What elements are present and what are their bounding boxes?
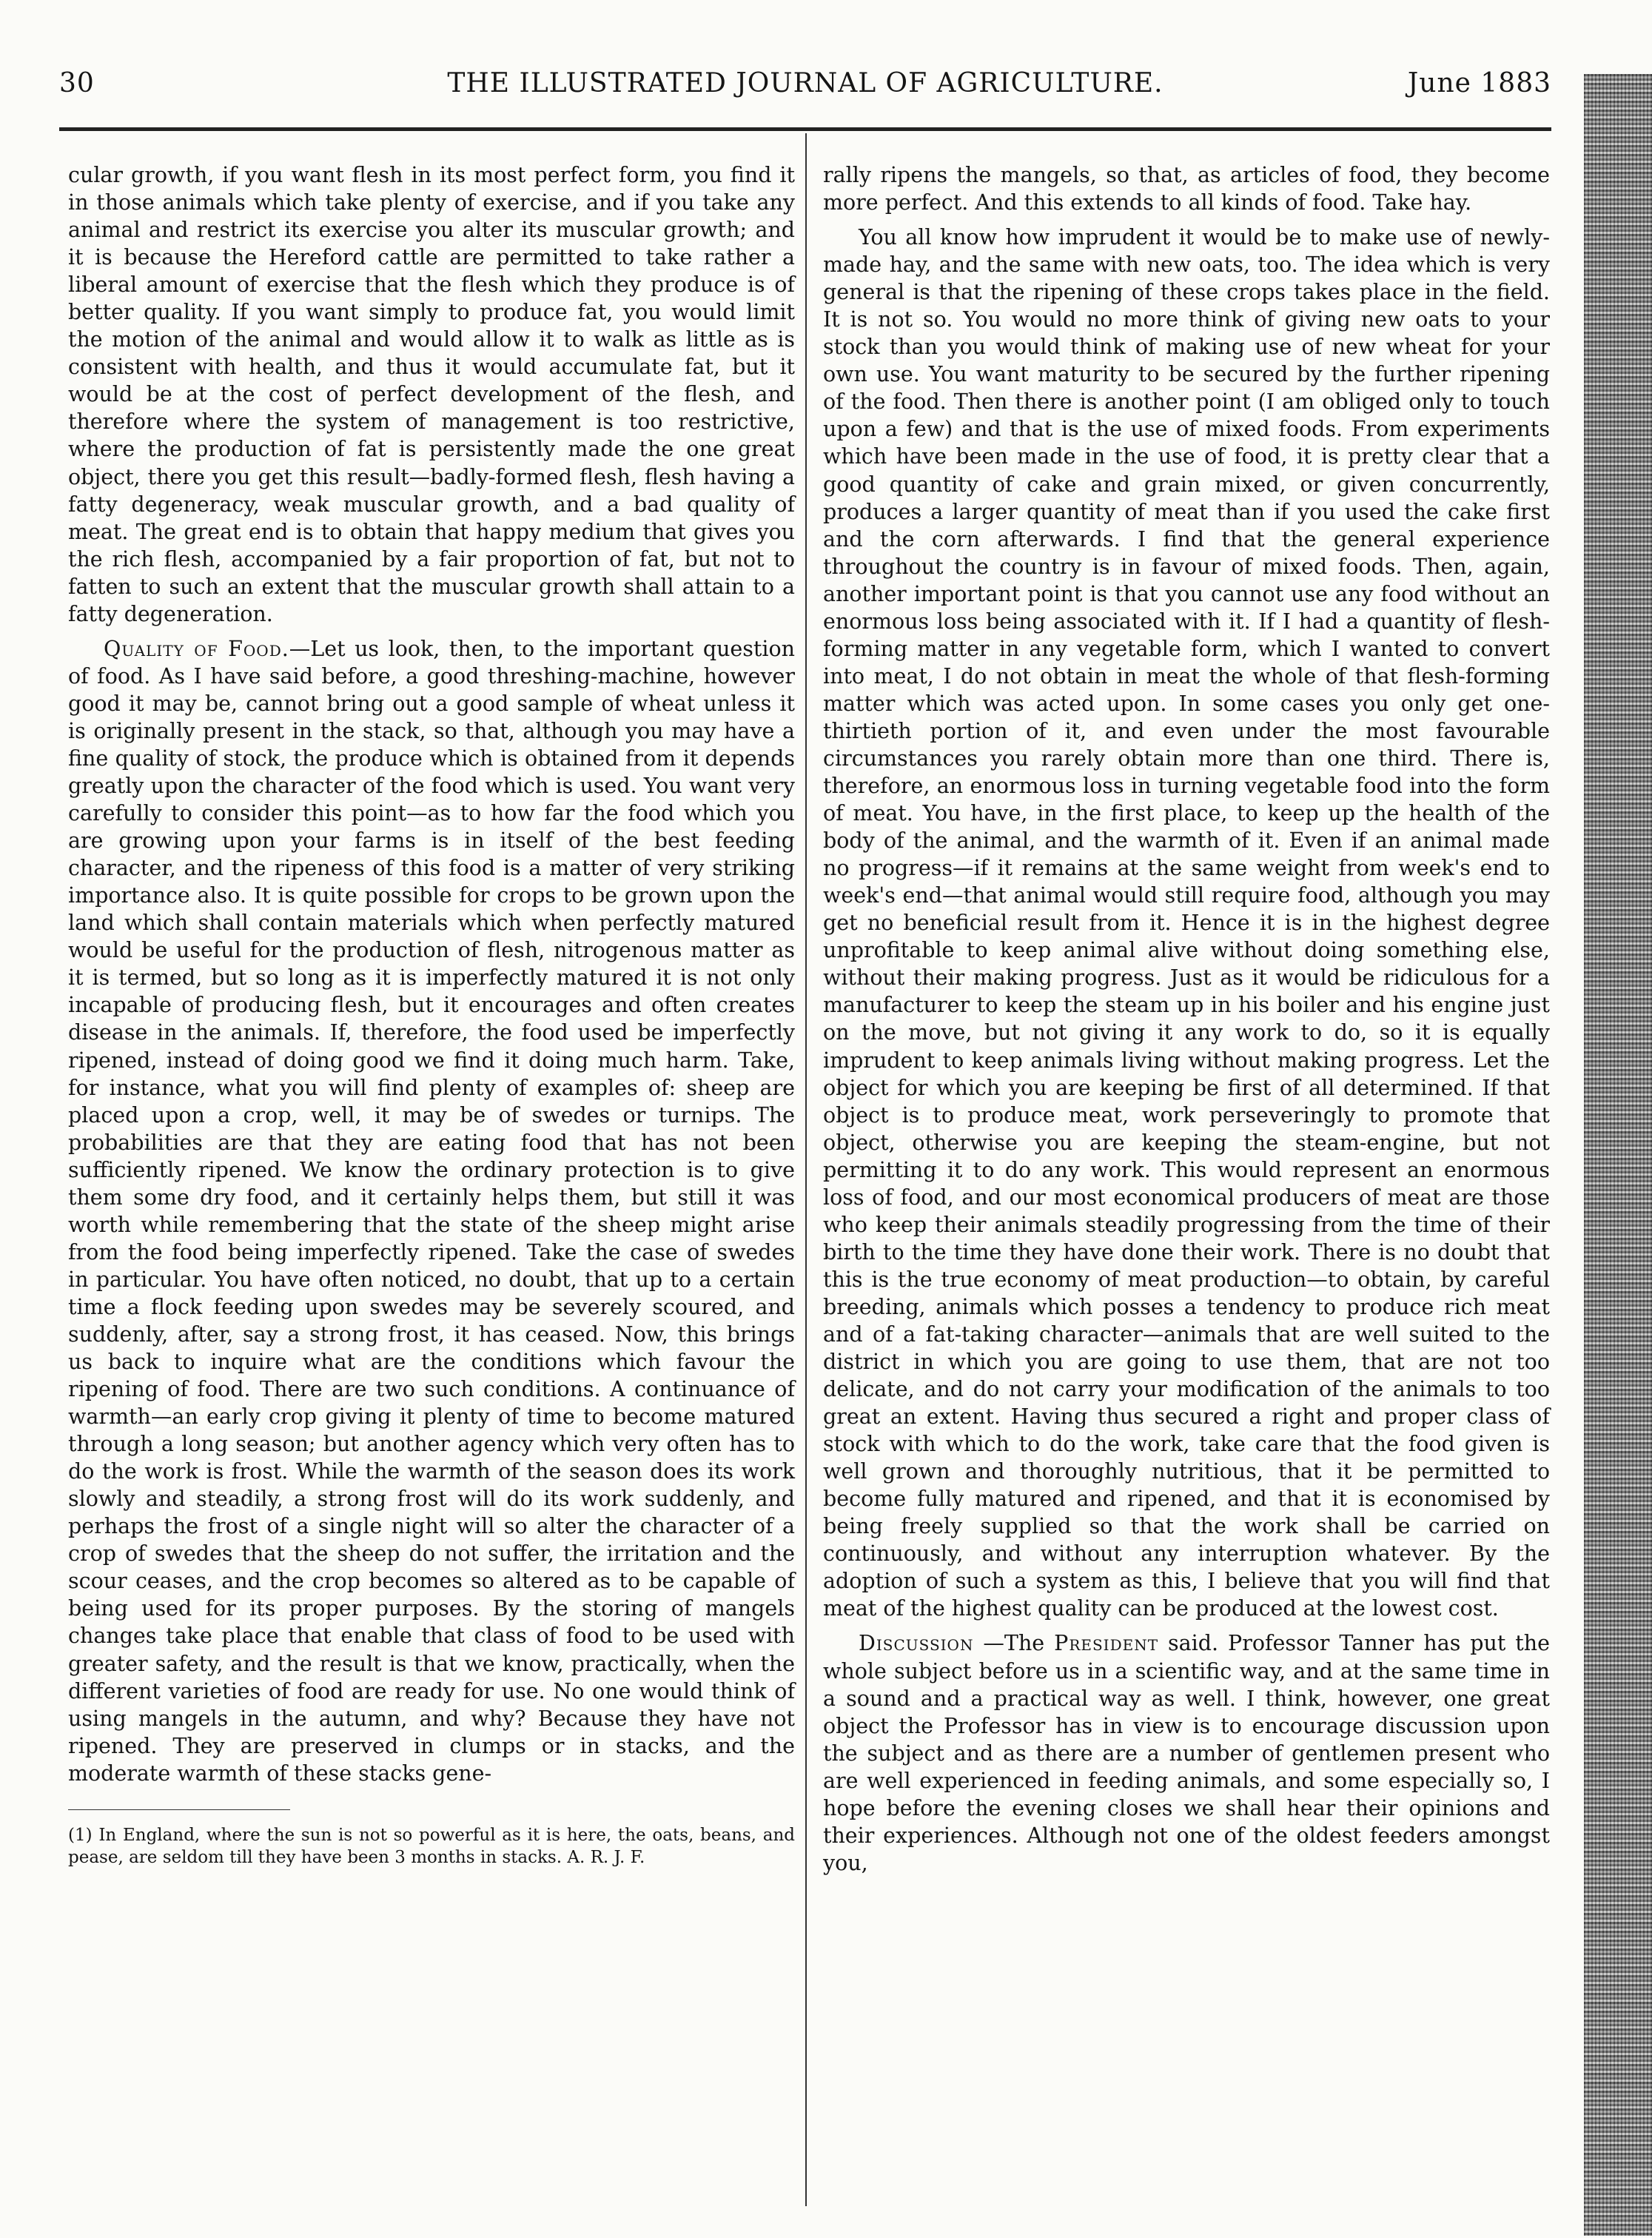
running-header [59,68,1551,113]
footnote: (1) In England, where the sun is not so powerful as it is here, the oats, beans, and pease, are seldom till they have been 3 months in stacks. A. R. J. F. [68,1825,795,1867]
right-column [823,161,1550,1884]
right-paragraph-1: rally ripens the mangels, so that, as articles of food, they become more perfect. And this extends to all kinds of food. Take hay. [823,163,1550,215]
issue-date: June 1883 [1407,68,1551,98]
column-divider [805,133,807,2206]
section-heading-quality-of-food: Quality of Food. [104,636,289,661]
scanned-page-edge [1584,74,1652,2236]
footnote-rule [68,1809,290,1810]
left-column [68,161,795,1877]
speaker-president: President [1054,1631,1159,1656]
left-paragraph-2 [68,635,795,1787]
discussion-dash: —The [973,1631,1055,1656]
journal-title: THE ILLUSTRATED JOURNAL OF AGRICULTURE. [447,68,1164,98]
section-heading-discussion: Discussion [859,1631,974,1656]
right-paragraph-2: You all know how imprudent it would be to make use of newly-made hay, and the same with new oats, too. The idea which is very general is that the ripening of these crops takes place in the field. It is not so. You would no more think of giving new oats to your stock than you would think of making use of new wheat for your own use. You want maturity to be secured by the further ripening of the food. Then there is another point (I am obliged only to touch upon a few) and that is the use of mixed foods. From experiments which have been made in the use of food, it is pretty clear that a good quantity of cake and grain mixed, or given concurrently, produces a larger quantity of meat than if you used the cake first and the corn afterwards. I find that the general experience throughout the country is in favour of mixed foods. Then, again, another important point is that you cannot use any food without an enormous loss being associated with it. If I had a quantity of flesh-forming matter in any vegetable form, which I wanted to convert into meat, I do not obtain in meat the whole of that flesh-forming matter which was acted upon. In some cases you only get one-thirtieth portion of it, and even under the most favourable circumstances you rarely obtain more than one third. There is, therefore, an enormous loss in turning vegetable food into the form of meat. You have, in the first place, to keep up the health of the body of the animal, and the warmth of it. Even if an animal made no progress—if it remains at the same weight from week's end to week's end—that animal would still require food, although you may get no beneficial result from it. Hence it is in the highest degree unprofitable to keep animal alive without doing something else, without their making progress. Just as it would be ridiculous for a manufacturer to keep the steam up in his boiler and his engine just on the move, but not giving it any work to do, so it is equally imprudent to keep animals living without making progress. Let the object for which you are keeping be first of all determined. If that object is to produce meat, work perseveringly to promote that object, otherwise you are keeping the steam-engine, but not permitting it to do any work. This would represent an enormous loss of food, and our most economical producers of meat are those who keep their animals steadily progressing from the time of their birth to the time they have done their work. There is no doubt that this is the true economy of meat production—to obtain, by careful breeding, animals which posses a tendency to produce rich meat and of a fat-taking character—animals that are well suited to the district in which you are going to use them, that are not too delicate, and do not carry your modification of the animals to too great an extent. Having thus secured a right and proper class of stock with which to do the work, take care that the food given is well grown and thoroughly nutritious, that it be permitted to become fully matured and ripened, and that it is economised by being freely supplied so that the work shall be carried on continuously, and without any interruption whatever. By the adoption of such a system as this, I believe that you will find that meat of the highest quality can be produced at the lowest cost. [823,225,1550,1621]
right-paragraph-3 [823,1629,1550,1876]
left-paragraph-1: cular growth, if you want flesh in its most perfect form, you find it in those animals which take plenty of exercise, and if you take any animal and restrict its exercise you alter its muscular growth; and it is because the Hereford cattle are permitted to take rather a liberal amount of exercise that the flesh which they produce is of better quality. If you want simply to produce fat, you would limit the motion of the animal and would allow it to walk as little as is consistent with health, and thus it would accumulate fat, but it would be at the cost of perfect development of the flesh, and therefore where the system of management is too restrictive, where the production of fat is persistently made the one great object, there you get this result—badly-formed flesh, flesh having a fatty degeneracy, weak muscular growth, and a bad quality of meat. The great end is to obtain that happy medium that gives you the rich flesh, accompanied by a fair proportion of fat, but not to fatten to such an extent that the muscular growth shall attain to a fatty degeneration. [68,163,795,626]
right-paragraph-3-body: said. Professor Tanner has put the whole subject before us in a scientific way, and at the same time in a sound and a practical way as well. I think, however, one great object the Professor has in view is to encourage discussion upon the subject and as there are a number of gentlemen present who are well experienced in feeding animals, and some especially so, I hope before the evening closes we shall hear their opinions and their experiences. Although not one of the oldest feeders amongst you, [823,1631,1550,1875]
page-number: 30 [59,68,95,98]
header-rule [59,127,1551,131]
left-paragraph-2-body: —Let us look, then, to the important question of food. As I have said before, a good threshing-machine, however good it may be, cannot bring out a good sample of wheat unless it is originally present in the stack, so that, although you may have a fine quality of stock, the produce which is obtained from it depends greatly upon the character of the food which is used. You want very carefully to consider this point—as to how far the food which you are growing upon your farms is in itself of the best feeding character, and the ripeness of this food is a matter of very striking importance also. It is quite possible for crops to be grown upon the land which shall contain materials which when perfectly matured would be useful for the production of flesh, nitrogenous matter as it is termed, but so long as it is imperfectly matured it is not only incapable of producing flesh, but it encourages and often creates disease in the animals. If, therefore, the food used be imperfectly ripened, instead of doing good we find it doing much harm. Take, for instance, what you will find plenty of examples of: sheep are placed upon a crop, well, it may be of swedes or turnips. The probabilities are that they are eating food that has not been sufficiently ripened. We know the ordinary protection is to give them some dry food, and it certainly helps them, but still it was worth while remembering that the state of the sheep might arise from the food being imperfectly ripened. Take the case of swedes in particular. You have often noticed, no doubt, that up to a certain time a flock feeding upon swedes may be severely scoured, and suddenly, after, say a strong frost, it has ceased. Now, this brings us back to inquire what are the conditions which favour the ripening of food. There are two such conditions. A continuance of warmth—an early crop giving it plenty of time to become matured through a long season; but another agency which very often has to do the work is frost. While the warmth of the season does its work slowly and steadily, a strong frost will do its work suddenly, and perhaps the frost of a single night will so alter the character of a crop of swedes that the sheep do not suffer, the irritation and the scour ceases, and the crop becomes so altered as to be capable of being used for its proper purposes. By the storing of mangels changes take place that enable that class of food to be used with greater safety, and the result is that we know, practically, when the different varieties of food are ready for use. No one would think of using mangels in the autumn, and why? Because they have not ripened. They are preserved in clumps or in stacks, and the moderate warmth of these stacks gene- [68,636,796,1786]
